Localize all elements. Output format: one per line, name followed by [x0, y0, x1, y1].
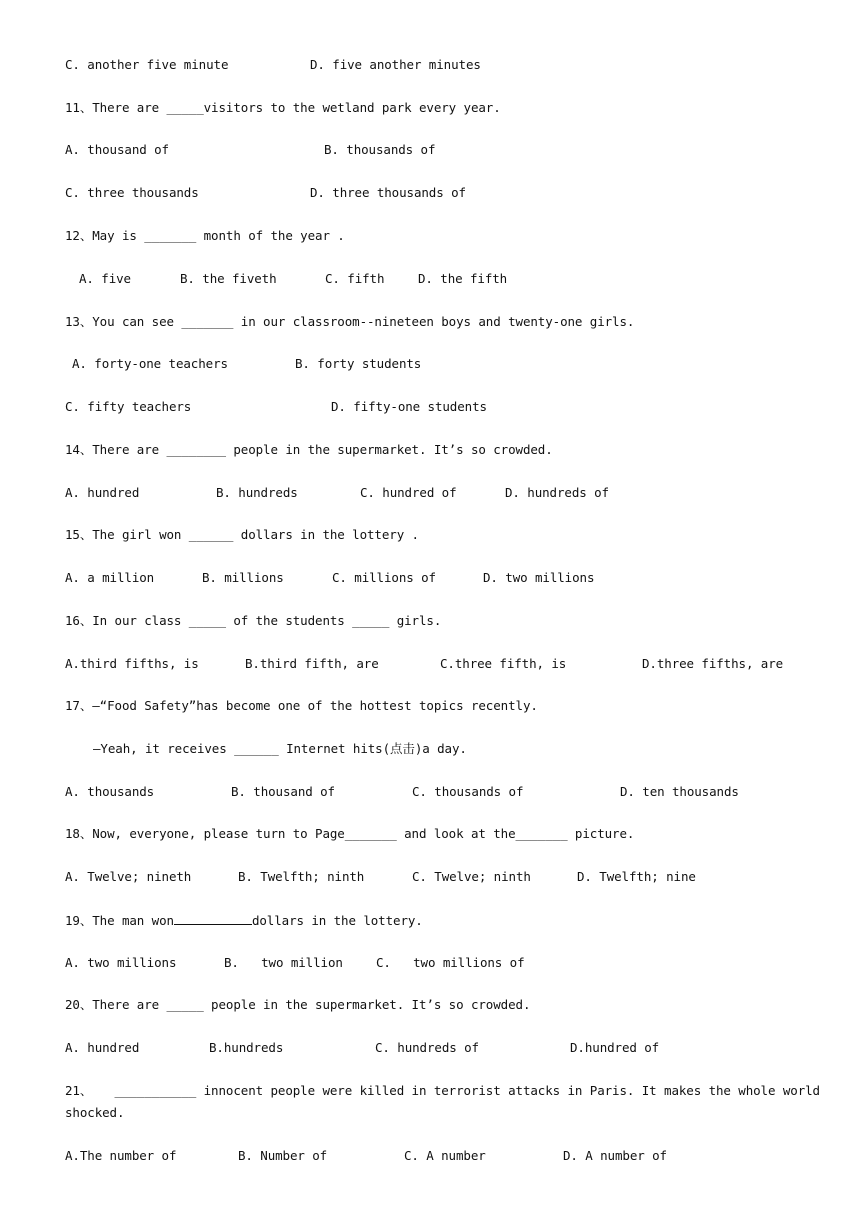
question-prefix: 19、The man won — [65, 913, 174, 928]
question-text: 11、There are _____visitors to the wetland park every year. — [65, 100, 501, 115]
answer-option: D. the fifth — [418, 271, 508, 286]
answer-option: A. five — [79, 271, 131, 286]
answer-option: B. millions — [202, 570, 284, 585]
question-text — [65, 912, 423, 929]
answer-option: A. thousand of — [65, 142, 169, 157]
answer-option: C. hundreds of — [375, 1040, 479, 1055]
answer-option: C. fifth — [325, 271, 385, 286]
answer-option: A. a million — [65, 570, 155, 585]
answer-option: D. hundreds of — [505, 485, 609, 500]
question-text: 20、There are _____ people in the supermarket. It’s so crowded. — [65, 997, 531, 1012]
answer-option: C. Twelve; ninth — [412, 869, 531, 884]
answer-blank — [174, 912, 252, 925]
answer-option: B.hundreds — [209, 1040, 284, 1055]
answer-option: B. two million — [224, 955, 343, 970]
answer-option: A. Twelve; nineth — [65, 869, 192, 884]
answer-option: D. five another minutes — [310, 57, 481, 72]
answer-option: A. forty-one teachers — [72, 356, 228, 371]
answer-option: D. ten thousands — [620, 784, 739, 799]
question-text: 12、May is _______ month of the year . — [65, 228, 345, 243]
answer-option: A. hundred — [65, 485, 140, 500]
answer-option: C. millions of — [332, 570, 436, 585]
answer-option: B. thousand of — [231, 784, 335, 799]
question-text: —Yeah, it receives ______ Internet hits(点击)a day. — [93, 741, 467, 756]
answer-option: A. thousands — [65, 784, 155, 799]
question-text: 21、 ___________ innocent people were killed in terrorist attacks in Paris. It makes the whole world — [65, 1083, 820, 1098]
question-text: shocked. — [65, 1105, 125, 1120]
answer-option: D.hundred of — [570, 1040, 660, 1055]
answer-option: D. Twelfth; nine — [577, 869, 696, 884]
answer-option: C. hundred of — [360, 485, 457, 500]
answer-option: B. hundreds — [216, 485, 298, 500]
answer-option: C. fifty teachers — [65, 399, 192, 414]
answer-option: B. the fiveth — [180, 271, 277, 286]
answer-option: C. three thousands — [65, 185, 199, 200]
answer-option: D. A number of — [563, 1148, 667, 1163]
answer-option: B. thousands of — [324, 142, 436, 157]
answer-option: C. another five minute — [65, 57, 229, 72]
answer-option: C. thousands of — [412, 784, 524, 799]
answer-option: B. Number of — [238, 1148, 328, 1163]
answer-option: B.third fifth, are — [245, 656, 379, 671]
answer-option: D.three fifths, are — [642, 656, 784, 671]
answer-option: C. A number — [404, 1148, 486, 1163]
answer-option: D. fifty-one students — [331, 399, 487, 414]
question-text: 16、In our class _____ of the students _____ girls. — [65, 613, 442, 628]
answer-option: A.third fifths, is — [65, 656, 199, 671]
question-text: 14、There are ________ people in the supermarket. It’s so crowded. — [65, 442, 553, 457]
answer-option: A. two millions — [65, 955, 177, 970]
question-suffix: dollars in the lottery. — [251, 913, 423, 928]
answer-option: B. forty students — [295, 356, 422, 371]
answer-option: C.three fifth, is — [440, 656, 567, 671]
question-text: 17、—“Food Safety”has become one of the hottest topics recently. — [65, 698, 538, 713]
answer-option: C. two millions of — [376, 955, 525, 970]
answer-option: D. three thousands of — [310, 185, 466, 200]
question-text: 18、Now, everyone, please turn to Page_______ and look at the_______ picture. — [65, 826, 635, 841]
question-text: 15、The girl won ______ dollars in the lottery . — [65, 527, 419, 542]
answer-option: A.The number of — [65, 1148, 177, 1163]
answer-option: D. two millions — [483, 570, 595, 585]
question-text: 13、You can see _______ in our classroom--nineteen boys and twenty-one girls. — [65, 314, 635, 329]
answer-option: A. hundred — [65, 1040, 140, 1055]
answer-option: B. Twelfth; ninth — [238, 869, 365, 884]
